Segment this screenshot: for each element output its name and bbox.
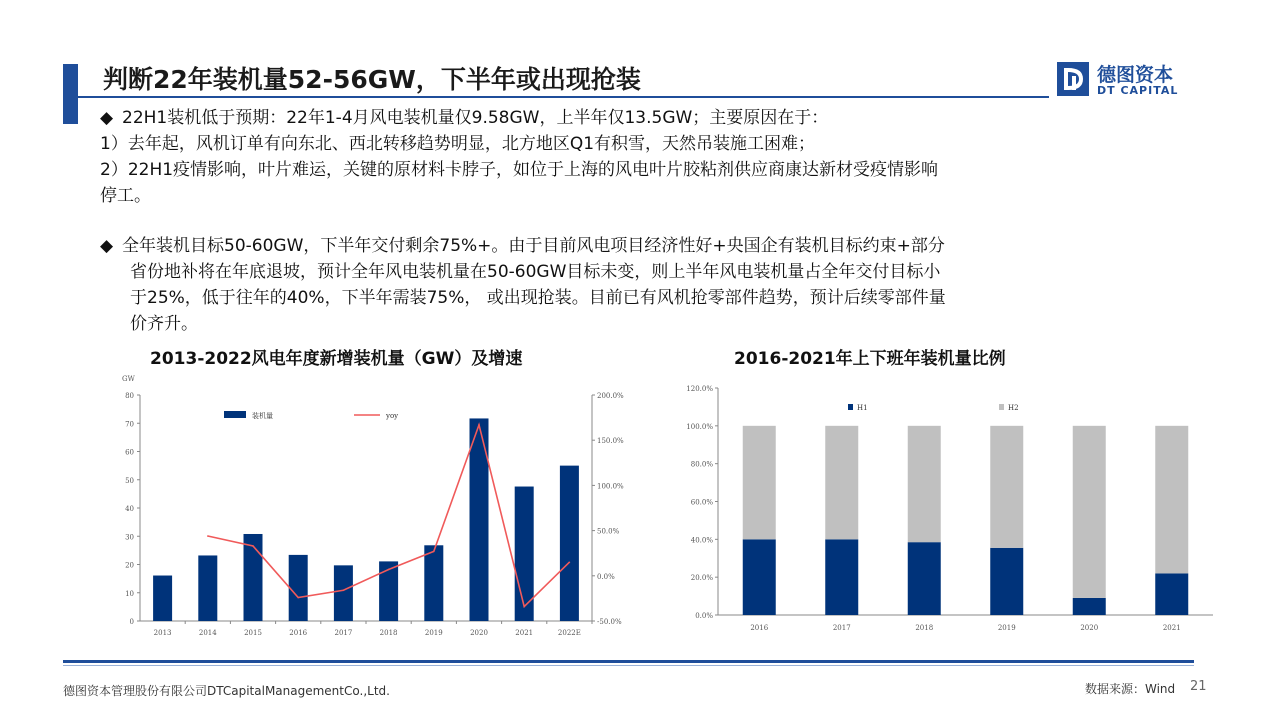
y2-tick-label: 200.0%	[597, 392, 624, 400]
yoy-point	[207, 535, 209, 537]
bullet-diamond-icon: ◆	[100, 108, 114, 128]
bar-h1-2017	[825, 539, 858, 615]
y-tick-label: 80	[125, 392, 134, 400]
bullet-2-line-1: 全年装机目标50-60GW，下半年交付剩余75%+。由于目前风电项目经济性好+央国企有装机目标约束+部分	[122, 236, 945, 256]
bar-2014	[198, 555, 217, 621]
x-tick-label: 2015	[244, 629, 262, 637]
y-tick-label: 10	[125, 589, 134, 598]
bar-h1-2021	[1155, 573, 1188, 615]
y-tick-label: 20	[125, 561, 134, 570]
bar-2019	[424, 545, 443, 621]
logo-text-en: DT CAPITAL	[1097, 84, 1179, 97]
x-tick-label: 2019	[997, 624, 1016, 632]
bar-h1-2019	[990, 548, 1023, 615]
chart-1-title: 2013-2022风电年度新增装机量（GW）及增速	[150, 349, 523, 369]
y-tick-label: 60	[125, 448, 134, 457]
footer-divider-thin	[63, 665, 1194, 666]
y-tick-label: 120.0%	[686, 385, 713, 393]
bullet-1-line-3: 2）22H1疫情影响，叶片难运，关键的原材料卡脖子，如位于上海的风电叶片胶粘剂供应商康达新材受疫情影响	[100, 160, 939, 180]
x-tick-label: 2017	[334, 629, 353, 637]
x-tick-label: 2016	[750, 624, 769, 632]
y-tick-label: 0	[129, 618, 134, 626]
legend-label-h1: H1	[857, 404, 868, 412]
yoy-point	[297, 597, 299, 599]
chart-installed-capacity	[112, 370, 632, 640]
y-tick-label: 0.0%	[695, 612, 713, 620]
bar-h1-2016	[743, 539, 776, 615]
x-tick-label: 2022E	[557, 629, 581, 637]
x-tick-label: 2018	[915, 624, 934, 632]
x-tick-label: 2014	[198, 629, 217, 637]
legend-label-bar: 装机量	[252, 412, 273, 420]
x-tick-label: 2021	[1162, 624, 1181, 632]
bullet-2-line-3: 于25%，低于往年的40%，下半年需装75%， 或出现抢装。目前已有风机抢零部件趋势，预计后续零部件量	[130, 288, 946, 308]
x-tick-label: 2020	[470, 629, 488, 637]
chart-half-year-ratio	[680, 370, 1220, 640]
page-title: 判断22年装机量52-56GW，下半年或出现抢装	[103, 65, 641, 94]
x-tick-label: 2021	[515, 629, 534, 637]
bar-2022E	[560, 466, 579, 621]
logo-text-cn: 德图资本	[1097, 64, 1174, 86]
yoy-point	[478, 424, 480, 426]
bar-h2-2021	[1155, 426, 1188, 574]
bar-2016	[289, 555, 308, 621]
yoy-point	[433, 551, 435, 553]
y2-tick-label: 150.0%	[597, 437, 624, 446]
bar-2017	[334, 565, 353, 621]
y-tick-label: 80.0%	[690, 460, 713, 469]
bar-h2-2016	[743, 426, 776, 539]
y2-tick-label: 0.0%	[597, 572, 615, 581]
bar-2013	[153, 576, 172, 621]
x-tick-label: 2020	[1080, 624, 1099, 632]
page-number: 21	[1190, 679, 1207, 694]
y-tick-label: 100.0%	[686, 422, 713, 431]
chart-2-title: 2016-2021年上下班年装机量比例	[734, 349, 1006, 369]
x-tick-label: 2017	[832, 624, 851, 632]
bullet-1-line-4: 停工。	[100, 186, 151, 206]
footer-source: 数据来源：Wind	[1085, 682, 1176, 696]
bar-h1-2020	[1073, 598, 1106, 615]
x-tick-label: 2013	[153, 629, 172, 637]
y-tick-label: 40	[125, 505, 134, 513]
y-axis-unit-label: GW	[122, 375, 135, 383]
bullet-2	[100, 233, 1160, 259]
y-tick-label: 50	[125, 476, 134, 485]
x-tick-label: 2016	[289, 629, 308, 637]
y-tick-label: 30	[125, 533, 134, 542]
y-tick-label: 40.0%	[690, 536, 713, 545]
y2-tick-label: 50.0%	[597, 527, 620, 536]
y-tick-label: 70	[125, 420, 134, 429]
yoy-point	[388, 569, 390, 571]
footer-company: 德图资本管理股份有限公司DTCapitalManagementCo.,Ltd.	[63, 684, 390, 698]
bar-h2-2020	[1073, 426, 1106, 598]
bar-h2-2019	[990, 426, 1023, 548]
footer-divider	[63, 660, 1194, 663]
yoy-point	[343, 589, 345, 591]
legend-swatch-h1	[848, 404, 853, 410]
bullet-diamond-icon: ◆	[100, 236, 114, 256]
bullet-2-line-2: 省份地补将在年底退坡，预计全年风电装机量在50-60GW目标未变，则上半年风电装机量占全年交付目标小	[130, 262, 941, 282]
bullet-1-line-2: 1）去年起，风机订单有向东北、西北转移趋势明显，北方地区Q1有积雪，天然吊装施工困难；	[100, 134, 816, 154]
legend-label-line: yoy	[386, 412, 399, 420]
y-tick-label: 20.0%	[690, 574, 713, 583]
title-accent-bar	[63, 64, 78, 124]
bar-h2-2017	[825, 426, 858, 539]
legend-label-h2: H2	[1008, 404, 1019, 412]
legend-swatch-h2	[999, 404, 1004, 410]
x-tick-label: 2018	[379, 629, 398, 637]
y-tick-label: 60.0%	[690, 498, 713, 507]
yoy-point	[569, 561, 571, 563]
x-tick-label: 2019	[424, 629, 443, 637]
bullet-2-line-4: 价齐升。	[130, 314, 198, 334]
yoy-point	[523, 606, 525, 608]
yoy-point	[252, 545, 254, 547]
title-underline	[63, 96, 1049, 98]
bar-h1-2018	[908, 542, 941, 615]
bullet-1-line-1: 22H1装机低于预期：22年1-4月风电装机量仅9.58GW，上半年仅13.5GW；主要原因在于：	[122, 108, 829, 128]
legend-swatch-bar	[224, 411, 246, 418]
bullet-1	[100, 105, 1160, 131]
bar-h2-2018	[908, 426, 941, 542]
y2-tick-label: 100.0%	[597, 482, 624, 491]
y2-tick-label: -50.0%	[597, 618, 622, 626]
